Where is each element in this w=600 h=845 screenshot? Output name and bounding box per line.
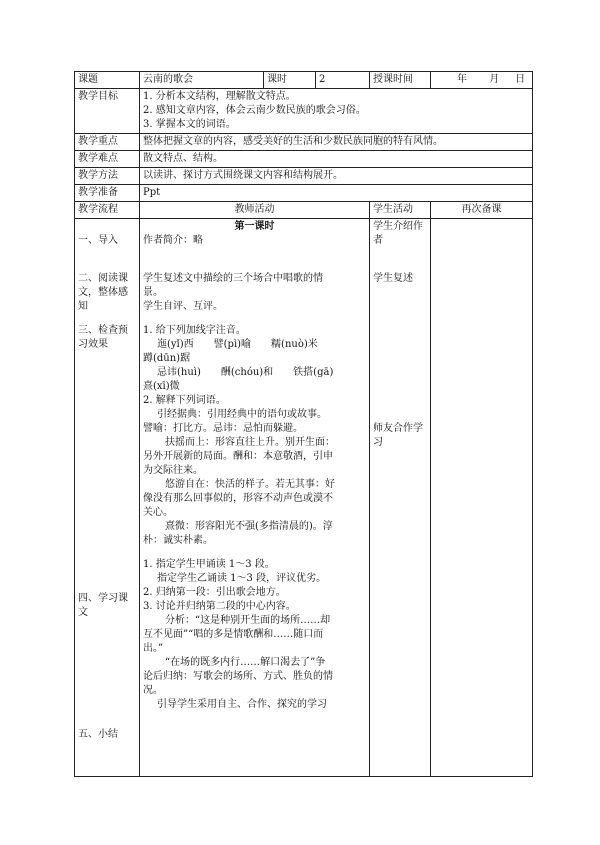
- key-points-label: 教学重点: [75, 134, 140, 151]
- topic-label: 课题: [75, 72, 140, 89]
- prep-label: 教学准备: [75, 185, 140, 202]
- student-activities: 学生介绍作者 学生复述 师友合作学习: [370, 219, 431, 777]
- header-row: [75, 72, 533, 89]
- objective-item: 2. 感知文章内容，体会云南少数民族的歌会习俗。: [143, 105, 366, 116]
- topic-value: 云南的歌会: [140, 72, 264, 89]
- step-summary: 五、小结: [78, 729, 118, 740]
- difficulties-row: [75, 151, 533, 168]
- month-label: 月: [489, 74, 500, 85]
- day-label: 日: [515, 74, 526, 85]
- year-label: 年: [457, 74, 467, 85]
- objective-item: 1. 分析本文结构，理解散文特点。: [143, 91, 296, 102]
- methods-label: 教学方法: [75, 168, 140, 185]
- teacher-activities: 第一课时 作者简介：略 学生复述文中描绘的三个场合中唱歌的情 景。 学生自评、互评。 1. 给下列加线字注音。 迤(yǐ)西 譬(pì)喻 糯(nuò)米 蹲(dūn)踞 忌讳(huì) 酬(chóu)和 铁搭(gā) 熹(xī)微 2. 解释下列词语。 引经据典：引用经典中的语句或故事。 譬喻：打比方。忌讳：忌怕而躲避。 扶摇而上：形容直往上升。别开生面： 另外开展新的局面。酬和：本意敬酒，引申 为交际往来。 悠游自在：快活的样子。若无其事：好 像没有那么回事似的，形容不动声色或漠不 关心。 熹微：形容阳光不强(多指清晨的)。淳 朴：诚实朴素。 1. 指定学生甲诵读 1～3 段。 指定学生乙诵读 1～3 段，评议优劣。 2. 归纳第一段：引出歌会地方。 3. 讨论并归纳第二段的中心内容。 分析：“这是种别开生面的场所……却 互不见面”“唱的多是情歌酬和……随口而 出。” “在场的既多内行……解口渴去了”争 论后归纳：写歌会的场所、方式、胜负的情 况。 引导学生采用自主、合作、探究的学习: [140, 219, 370, 777]
- step-study: 四、学习课: [78, 593, 128, 604]
- key-points-value: 整体把握文章的内容，感受美好的生活和少数民族同胞的特有风情。: [140, 134, 533, 151]
- date-value: [431, 72, 533, 89]
- objectives-content: [140, 89, 533, 134]
- process-steps: 一、导入 二、阅读课 文，整体感 知 三、检查预 习效果 四、学习课 文 五、小结: [75, 219, 140, 777]
- difficulties-label: 教学难点: [75, 151, 140, 168]
- periods-value: 2: [316, 72, 370, 89]
- teacher-column-header: 教师活动: [140, 202, 370, 219]
- process-row: [75, 219, 533, 777]
- periods-label: 课时: [264, 72, 316, 89]
- objective-item: 3. 掌握本文的词语。: [143, 119, 236, 130]
- date-label: 授课时间: [370, 72, 431, 89]
- step-check: 三、检查预: [78, 325, 128, 336]
- objectives-row: [75, 89, 533, 134]
- key-points-row: [75, 134, 533, 151]
- notes-column-header: 再次备课: [431, 202, 533, 219]
- difficulties-value: 散文特点、结构。: [140, 151, 533, 168]
- student-column-header: 学生活动: [370, 202, 431, 219]
- flow-column-header: 教学流程: [75, 202, 140, 219]
- step-reading: 二、阅读课: [78, 273, 128, 284]
- lesson-title: 第一课时: [234, 221, 275, 232]
- methods-value: 以读讲、探讨方式围绕课文内容和结构展开。: [140, 168, 533, 185]
- step-intro: 一、导入: [78, 235, 118, 246]
- prep-row: [75, 185, 533, 202]
- objectives-label: 教学目标: [75, 89, 140, 134]
- prep-value: Ppt: [140, 185, 533, 202]
- column-header-row: [75, 202, 533, 219]
- methods-row: [75, 168, 533, 185]
- lesson-plan-table: [74, 71, 533, 777]
- notes-column: [431, 219, 533, 777]
